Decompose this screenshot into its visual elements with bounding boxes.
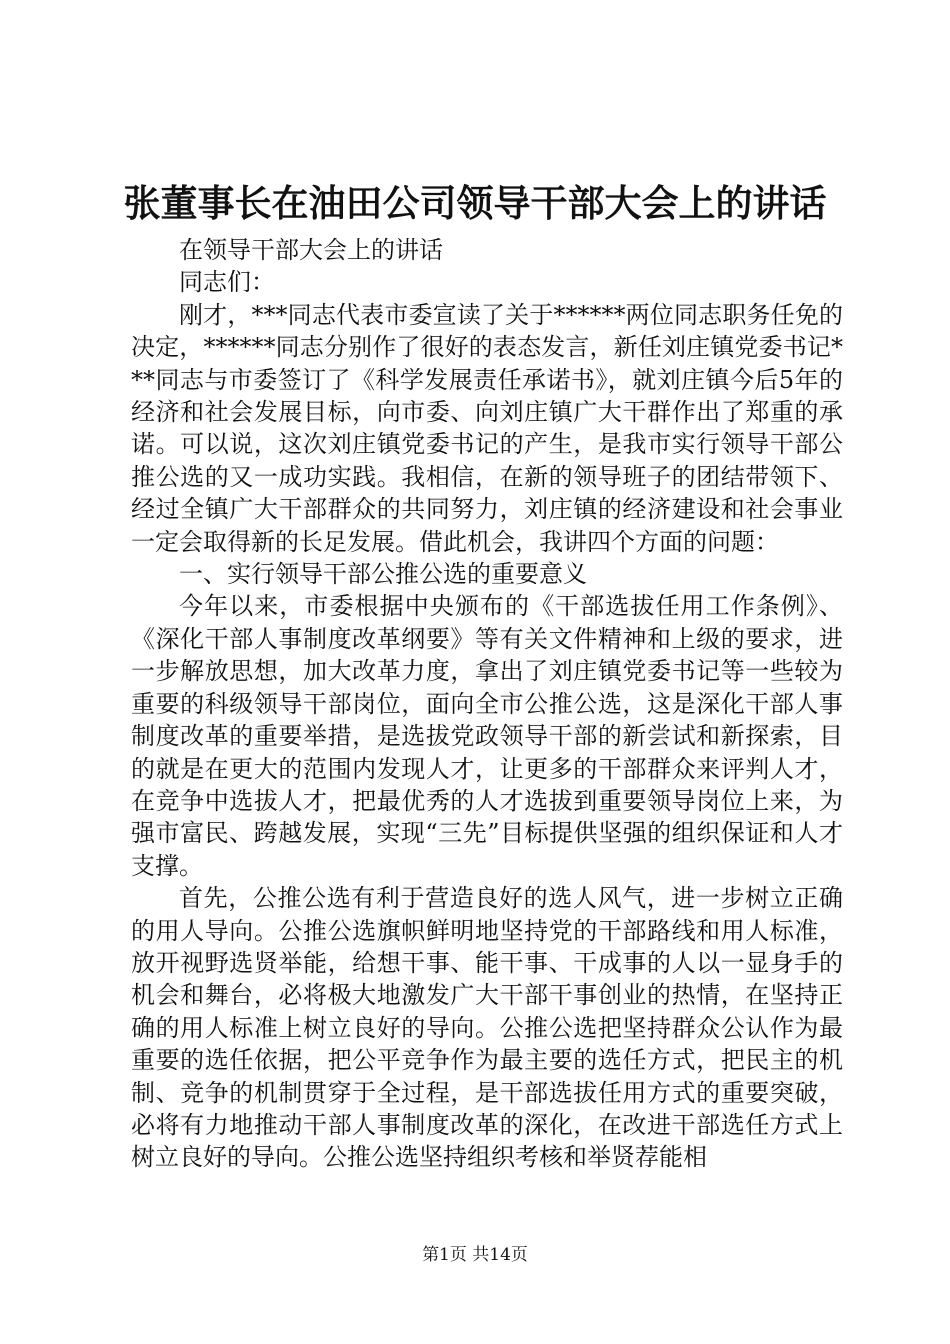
salutation: 同志们：: [179, 268, 275, 297]
section-heading-1: 一、实行领导干部公推公选的重要意义: [179, 560, 587, 589]
document-title: 张董事长在油田公司领导干部大会上的讲话: [123, 182, 827, 225]
paragraph-first-point: 首先，公推公选有利于营造良好的选人风气，进一步树立正确的用人导向。公推公选旗帜鲜明地坚持党的干部路线和用人标准，放开视野选贤举能，给想干事、能干事、干成事的人以一显身手的机会和舞台，必将极大地激发广大干部干事创业的热情，在坚持正确的用人标准上树立良好的导向。公推公选把坚持群众公认作为最重要的选任依据，把公平竞争作为最主要的选任方式，把民主的机制、竞争的机制贯穿于全过程，是干部选拔任用方式的重要突破，必将有力地推动干部人事制度改革的深化，在改进干部选任方式上树立良好的导向。公推公选坚持组织考核和举贤荐能相: [131, 884, 843, 1172]
paragraph-intro: 刚才，***同志代表市委宣读了关于******两位同志职务任免的决定，******同志分别作了很好的表态发言，新任刘庄镇党委书记***同志与市委签订了《科学发展责任承诺书》，就刘庄镇今后5年的经济和社会发展目标，向市委、向刘庄镇广大干群作出了郑重的承诺。可以说，这次刘庄镇党委书记的产生，是我市实行领导干部公推公选的又一成功实践。我相信，在新的领导班子的团结带领下、经过全镇广大干部群众的共同努力，刘庄镇的经济建设和社会事业一定会取得新的长足发展。借此机会，我讲四个方面的问题：: [131, 300, 843, 556]
paragraph-significance: 今年以来，市委根据中央颁布的《干部选拔任用工作条例》、《深化干部人事制度改革纲要》等有关文件精神和上级的要求，进一步解放思想，加大改革力度，拿出了刘庄镇党委书记等一些较为重要的科级领导干部岗位，面向全市公推公选，这是深化干部人事制度改革的重要举措，是选拔党政领导干部的新尝试和新探索，目的就是在更大的范围内发现人才，让更多的干部群众来评判人才，在竞争中选拔人才，把最优秀的人才选拔到重要领导岗位上来，为强市富民、跨越发展，实现“三先”目标提供坚强的组织保证和人才支撑。: [131, 592, 843, 880]
page-number-footer: 第1页 共14页: [422, 1245, 528, 1265]
subtitle-line: 在领导干部大会上的讲话: [179, 236, 443, 264]
document-body: [131, 234, 843, 1174]
